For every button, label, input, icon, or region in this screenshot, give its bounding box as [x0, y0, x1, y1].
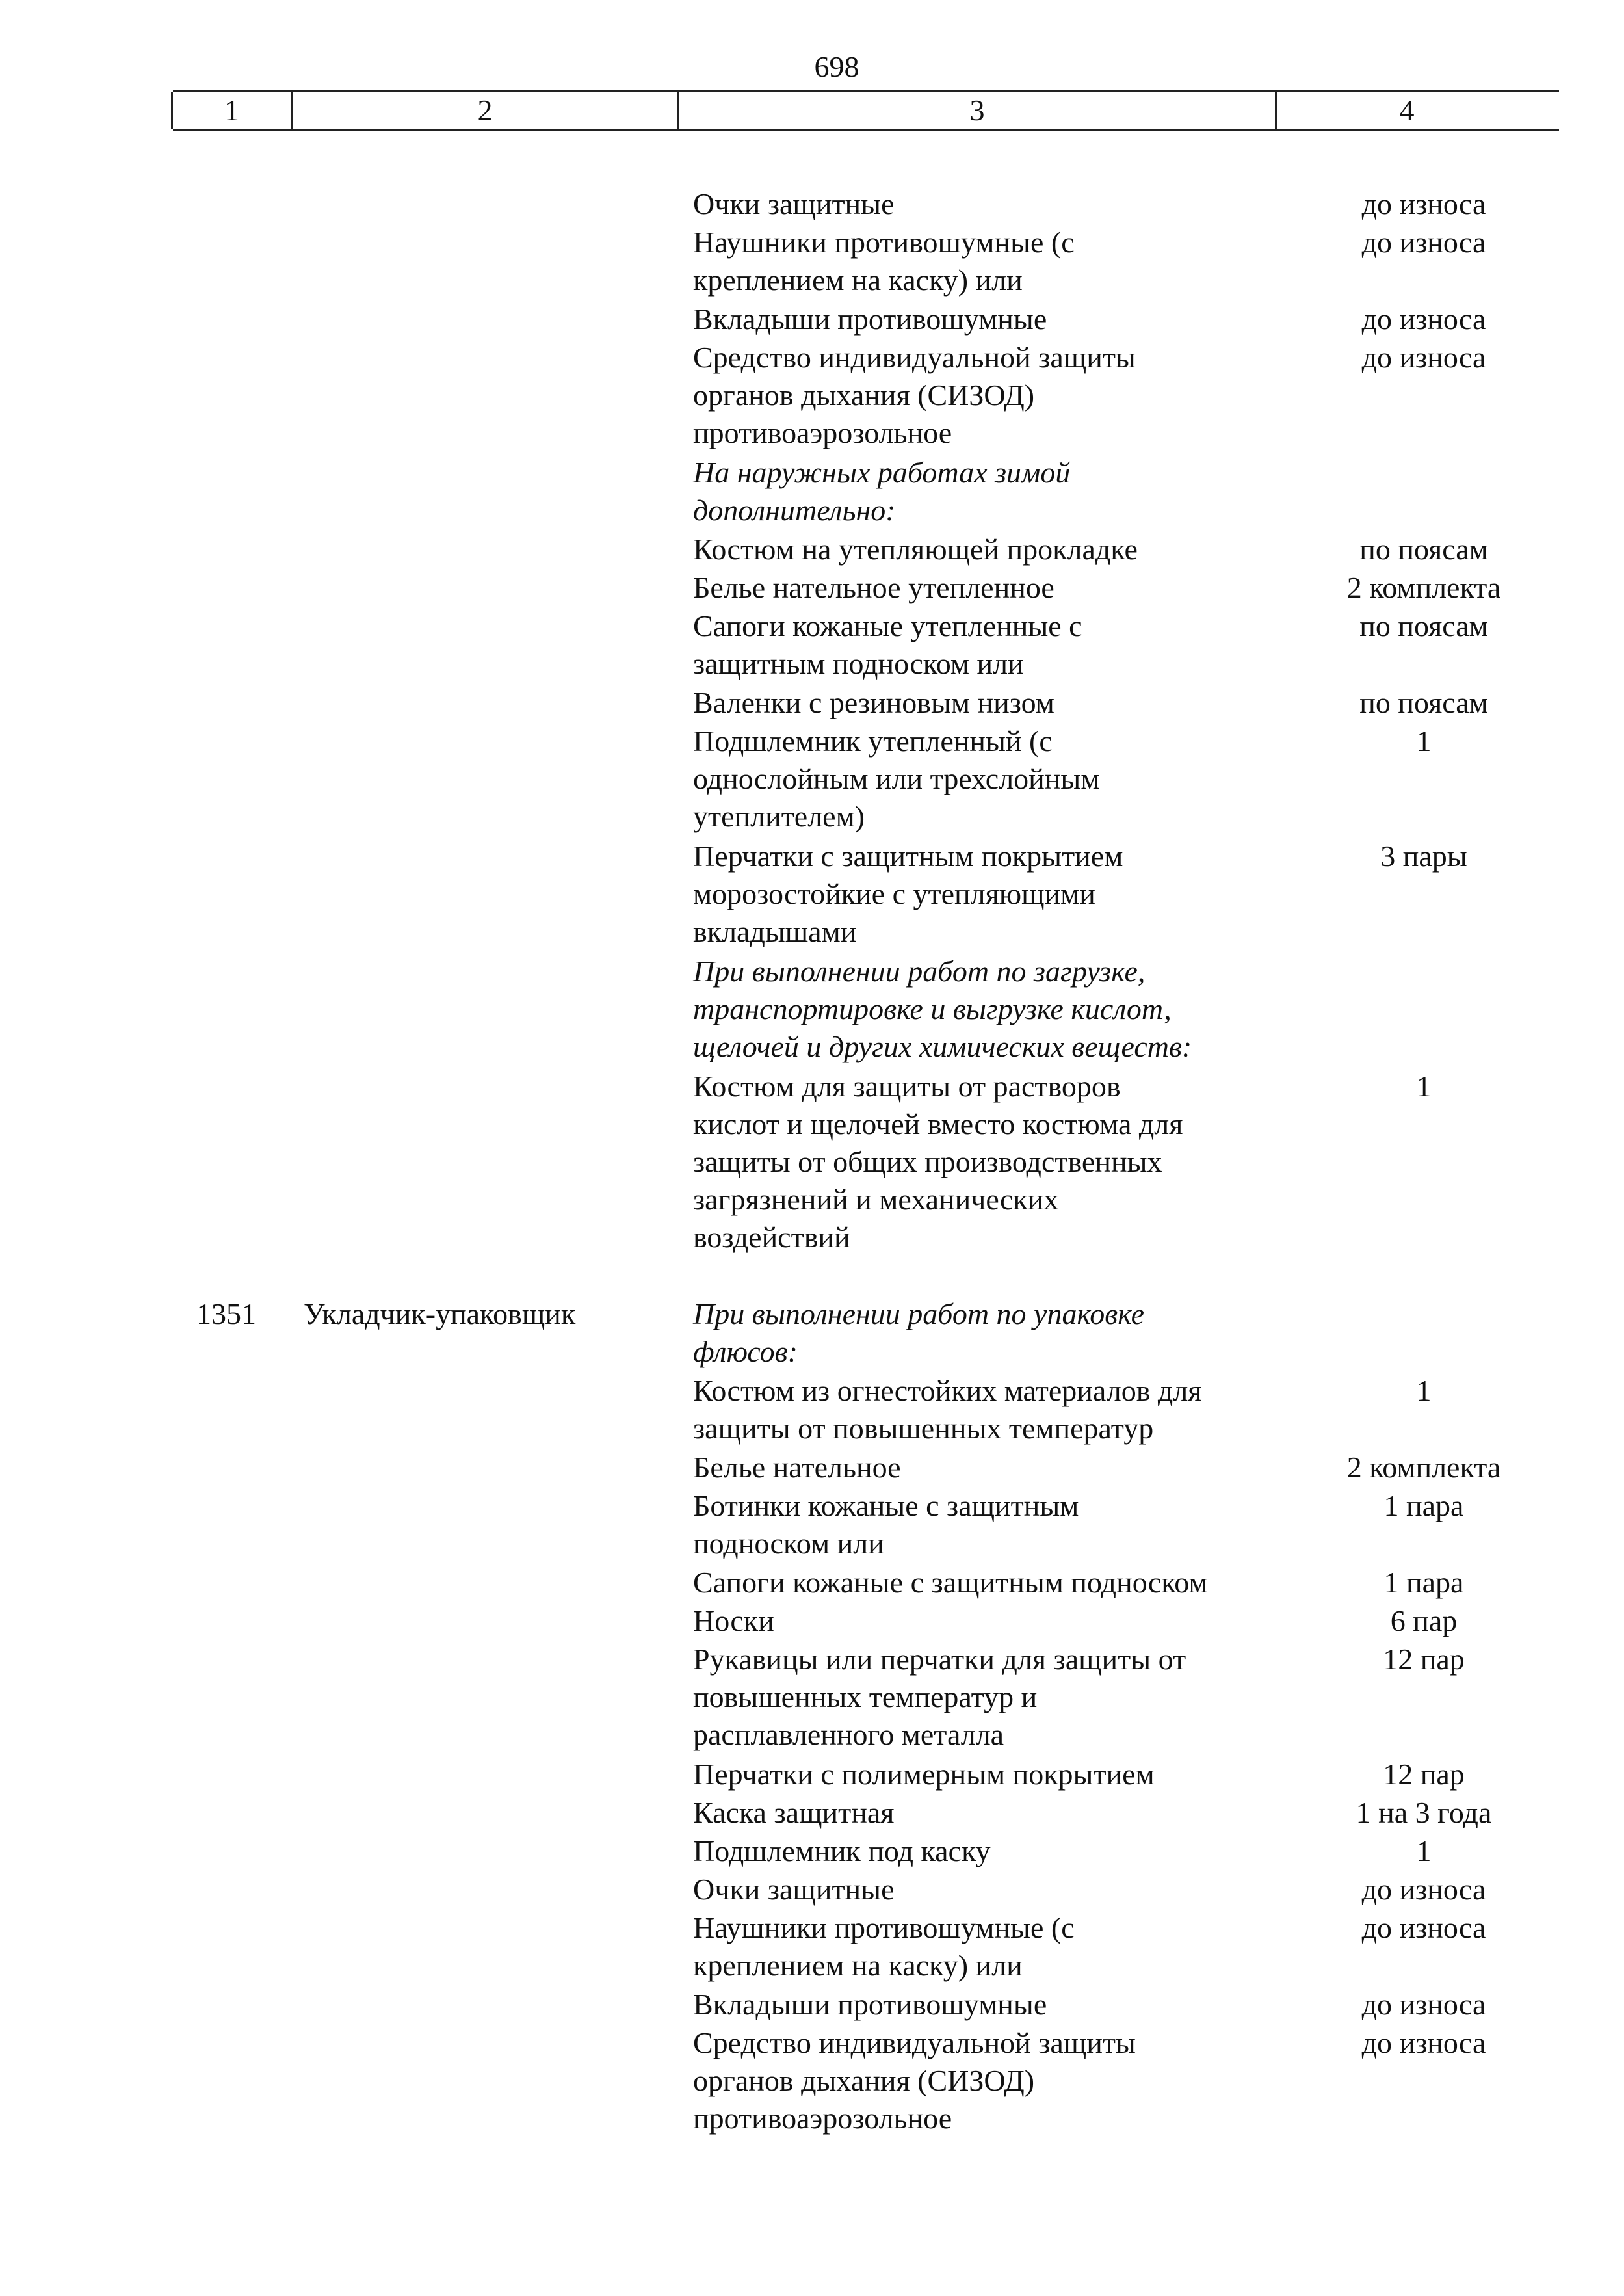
item-name	[693, 1871, 1278, 1908]
text-line: Очки защитные	[693, 187, 895, 220]
text-line: Подшлемник под каску	[693, 1834, 991, 1867]
text-line: защиты от повышенных температур	[693, 1412, 1154, 1445]
issue-norm: по поясам	[1359, 533, 1488, 566]
text-line: Подшлемник утепленный (с	[693, 724, 1053, 758]
item-name	[693, 1449, 1278, 1486]
item-name	[693, 722, 1278, 836]
issue-norm: до износа	[1361, 2026, 1486, 2059]
section-heading	[693, 454, 1278, 529]
issue-norm: 12 пар	[1383, 1758, 1465, 1791]
text-line: Костюм на утепляющей прокладке	[693, 533, 1138, 566]
item-name	[693, 1986, 1278, 2024]
issue-norm: 12 пар	[1383, 1643, 1465, 1676]
text-line: Средство индивидуальной защиты	[693, 2026, 1136, 2059]
text-line: Рукавицы или перчатки для защиты от	[693, 1643, 1186, 1676]
item-name	[693, 684, 1278, 722]
text-line: загрязнений и механических	[693, 1183, 1059, 1216]
item-name	[693, 2024, 1278, 2137]
text-line: Очки защитные	[693, 1873, 895, 1906]
text-line: Белье нательное	[693, 1451, 901, 1484]
text-line: флюсов:	[693, 1335, 798, 1368]
issue-norm: до износа	[1361, 226, 1486, 259]
item-name	[693, 838, 1278, 951]
text-line: дополнительно:	[693, 494, 896, 527]
text-line: однослойным или трехслойным	[693, 762, 1100, 795]
text-line: органов дыхания (СИЗОД)	[693, 2064, 1035, 2097]
text-line: Носки	[693, 1604, 774, 1637]
issue-norm: до износа	[1361, 302, 1486, 336]
issue-norm: 3 пары	[1380, 839, 1467, 873]
issue-norm: до износа	[1361, 341, 1486, 374]
issue-norm: 6 пар	[1390, 1604, 1458, 1637]
text-line: Каска защитная	[693, 1796, 895, 1829]
issue-norm: 1 на 3 года	[1356, 1796, 1492, 1829]
item-name	[693, 1068, 1278, 1256]
text-line: транспортировке и выгрузке кислот,	[693, 992, 1172, 1025]
text-line: противоаэрозольное	[693, 2102, 952, 2135]
issue-norm: по поясам	[1359, 609, 1488, 642]
column-number-1: 1	[224, 94, 239, 127]
issue-norm: 2 комплекта	[1346, 1451, 1501, 1484]
text-line: Наушники противошумные (с	[693, 1911, 1075, 1944]
text-line: Перчатки с полимерным покрытием	[693, 1758, 1155, 1791]
item-name	[693, 1564, 1278, 1602]
item-name	[693, 185, 1278, 223]
item-name	[693, 1832, 1278, 1870]
text-line: защитным подноском или	[693, 647, 1024, 680]
text-line: На наружных работах зимой	[693, 456, 1071, 489]
issue-norm: 1	[1416, 1834, 1432, 1867]
item-name	[693, 1602, 1278, 1640]
text-line: щелочей и других химических веществ:	[693, 1030, 1192, 1063]
text-line: Сапоги кожаные утепленные с	[693, 609, 1082, 642]
text-line: При выполнении работ по упаковке	[693, 1297, 1144, 1330]
text-line: органов дыхания (СИЗОД)	[693, 378, 1035, 412]
text-line: Валенки с резиновым низом	[693, 686, 1054, 719]
issue-norm: до износа	[1361, 1988, 1486, 2021]
text-line: Белье нательное утепленное	[693, 571, 1054, 604]
text-line: Вкладыши противошумные	[693, 1988, 1047, 2021]
item-name	[693, 1794, 1278, 1832]
item-name	[693, 339, 1278, 452]
text-line: морозостойкие с утепляющими	[693, 877, 1095, 910]
issue-norm: 1	[1416, 724, 1432, 758]
text-line: повышенных температур и	[693, 1680, 1038, 1713]
item-name	[693, 1372, 1278, 1447]
item-name	[693, 607, 1278, 683]
text-line: расплавленного металла	[693, 1718, 1004, 1751]
issue-norm: 1 пара	[1383, 1489, 1464, 1522]
text-line: Вкладыши противошумные	[693, 302, 1047, 336]
item-name	[693, 224, 1278, 299]
text-line: защиты от общих производственных	[693, 1145, 1162, 1178]
text-line: вкладышами	[693, 915, 857, 948]
text-line: противоаэрозольное	[693, 416, 952, 449]
issue-norm: до износа	[1361, 187, 1486, 220]
item-name	[693, 1641, 1278, 1754]
text-line: Костюм из огнестойких материалов для	[693, 1374, 1202, 1407]
issue-norm: по поясам	[1359, 686, 1488, 719]
column-number-3: 3	[969, 94, 985, 127]
text-line: креплением на каску) или	[693, 263, 1023, 297]
issue-norm: 2 комплекта	[1346, 571, 1501, 604]
section-heading	[693, 1295, 1278, 1371]
table-header	[173, 90, 1559, 131]
profession-name: Укладчик-упаковщик	[304, 1297, 576, 1330]
item-name	[693, 531, 1278, 568]
item-name	[693, 1487, 1278, 1563]
text-line: Перчатки с защитным покрытием	[693, 839, 1123, 873]
text-line: Сапоги кожаные с защитным подноском	[693, 1566, 1208, 1599]
text-line: Костюм для защиты от растворов	[693, 1070, 1121, 1103]
issue-norm: до износа	[1361, 1873, 1486, 1906]
column-number-4: 4	[1399, 94, 1415, 127]
issue-norm: 1 пара	[1383, 1566, 1464, 1599]
issue-norm: 1	[1416, 1070, 1432, 1103]
text-line: креплением на каску) или	[693, 1949, 1023, 1982]
text-line: Средство индивидуальной защиты	[693, 341, 1136, 374]
text-line: кислот и щелочей вместо костюма для	[693, 1107, 1183, 1141]
text-line: Ботинки кожаные с защитным	[693, 1489, 1079, 1522]
item-name	[693, 300, 1278, 338]
text-line: утеплителем)	[693, 800, 865, 833]
column-number-2: 2	[477, 94, 493, 127]
item-name	[693, 1909, 1278, 1985]
profession-code: 1351	[196, 1297, 256, 1330]
item-name	[693, 569, 1278, 607]
text-line: При выполнении работ по загрузке,	[693, 955, 1146, 988]
issue-norm: 1	[1416, 1374, 1432, 1407]
page-number: 698	[814, 50, 859, 83]
issue-norm: до износа	[1361, 1911, 1486, 1944]
text-line: подноском или	[693, 1527, 884, 1560]
text-line: Наушники противошумные (с	[693, 226, 1075, 259]
section-heading	[693, 953, 1278, 1066]
text-line: воздействий	[693, 1221, 850, 1254]
item-name	[693, 1756, 1278, 1793]
